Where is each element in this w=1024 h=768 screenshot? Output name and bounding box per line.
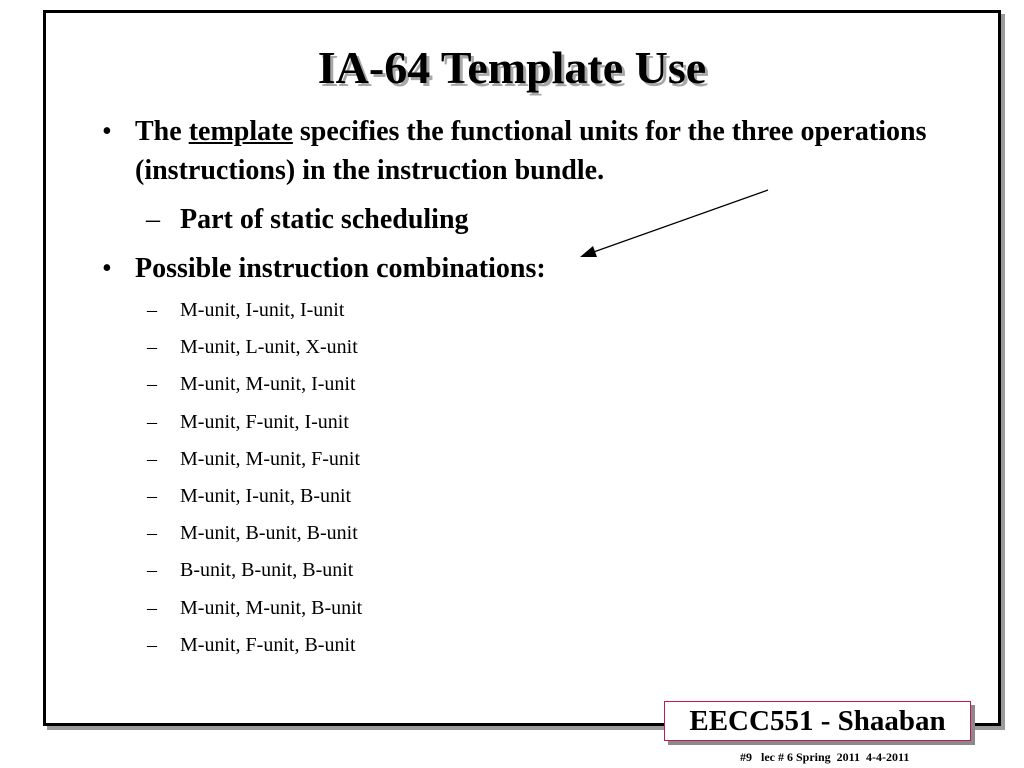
combination-text: M-unit, M-unit, I-unit bbox=[180, 373, 356, 396]
bullet-template bbox=[102, 112, 972, 190]
combination-text: M-unit, F-unit, I-unit bbox=[180, 410, 349, 433]
dash-marker: – bbox=[146, 204, 160, 235]
combination-text: M-unit, L-unit, X-unit bbox=[180, 336, 358, 359]
bullet-marker: • bbox=[102, 253, 112, 284]
combination-item bbox=[102, 292, 972, 329]
slide-title: IA-64 Template Use bbox=[317, 42, 707, 93]
combination-text: M-unit, B-unit, B-unit bbox=[180, 522, 358, 545]
bullet-template-text-after: specifies the functional units for the three operations (instructions) in the instruction bundle. bbox=[135, 116, 927, 186]
combination-text: M-unit, I-unit, I-unit bbox=[180, 299, 345, 321]
dash-marker: – bbox=[147, 373, 157, 396]
slide-footer-note: #9 lec # 6 Spring 2011 4-4-2011 bbox=[740, 750, 910, 764]
bullet-combinations-text: Possible instruction combinations: bbox=[135, 253, 546, 284]
dash-marker: – bbox=[147, 336, 157, 359]
combination-text: M-unit, M-unit, B-unit bbox=[180, 596, 363, 619]
bullet-template-text-before: The bbox=[135, 116, 189, 147]
dash-marker: – bbox=[147, 484, 157, 507]
combination-item bbox=[102, 515, 972, 552]
combination-list bbox=[102, 292, 972, 664]
course-badge: EECC551 - Shaaban bbox=[664, 701, 971, 741]
sub-bullet-text: Part of static scheduling bbox=[180, 204, 469, 235]
bullet-template-keyword: template bbox=[188, 116, 293, 147]
dash-marker: – bbox=[147, 633, 157, 656]
combination-item bbox=[102, 404, 972, 441]
dash-marker: – bbox=[147, 559, 157, 582]
combination-item bbox=[102, 590, 972, 627]
slide-content bbox=[102, 112, 972, 664]
combination-item bbox=[102, 329, 972, 366]
dash-marker: – bbox=[147, 299, 157, 321]
sub-bullet-static-scheduling bbox=[102, 200, 972, 239]
combination-item bbox=[102, 366, 972, 403]
dash-marker: – bbox=[147, 596, 157, 619]
bullet-combinations bbox=[102, 249, 972, 288]
combination-text: M-unit, I-unit, B-unit bbox=[180, 484, 352, 507]
combination-text: M-unit, M-unit, F-unit bbox=[180, 447, 361, 470]
combination-text: B-unit, B-unit, B-unit bbox=[180, 559, 354, 582]
bullet-marker: • bbox=[102, 116, 112, 147]
dash-marker: – bbox=[147, 410, 157, 433]
combination-item bbox=[102, 441, 972, 478]
combination-item bbox=[102, 552, 972, 589]
combination-item bbox=[102, 627, 972, 664]
combination-text: M-unit, F-unit, B-unit bbox=[180, 633, 356, 656]
dash-marker: – bbox=[147, 447, 157, 470]
combination-item bbox=[102, 478, 972, 515]
dash-marker: – bbox=[147, 522, 157, 545]
